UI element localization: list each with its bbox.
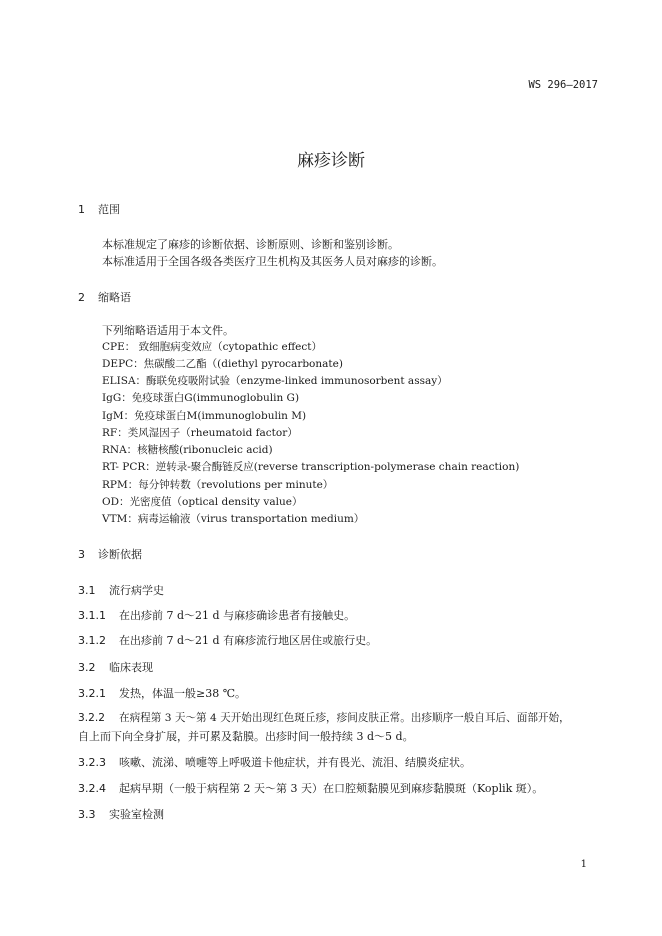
section-number: 1 — [78, 203, 85, 216]
clause-text: 咳嗽、流涕、喷嚏等上呼吸道卡他症状，并有畏光、流泪、结膜炎症状。 — [119, 756, 471, 769]
clause-number: 3.1.1 — [78, 609, 106, 622]
clause-3-2-2-continued: 自上而下向全身扩展，并可累及黏膜。出疹时间一般持续 3 d～5 d。 — [78, 730, 414, 743]
abbreviation-item: DEPC：焦碳酸二乙酯（(diethyl pyrocarbonate) — [102, 358, 343, 370]
paragraph: 下列缩略语适用于本文件。 — [102, 324, 234, 337]
section-title: 范围 — [98, 203, 120, 216]
clause-number: 3.1.2 — [78, 634, 106, 647]
section-number: 3.3 — [78, 808, 96, 821]
abbreviation-item: OD：光密度值（optical density value） — [102, 496, 303, 508]
clause-text: 在出疹前 7 d～21 d 有麻疹流行地区居住或旅行史。 — [119, 634, 378, 647]
clause-3-2-2 — [78, 710, 570, 725]
section-title: 缩略语 — [98, 291, 131, 304]
clause-3-2-4 — [78, 780, 543, 796]
abbreviation-item: RT- PCR：逆转录-聚合酶链反应(reverse transcription-polymerase chain reaction) — [102, 461, 520, 473]
section-number: 3 — [78, 548, 85, 561]
abbreviation-item: IgM：免疫球蛋白M(immunoglobulin M) — [102, 410, 307, 422]
paragraph: 本标准规定了麻疹的诊断依据、诊断原则、诊断和鉴别诊断。 — [102, 238, 399, 251]
clause-3-1-1 — [78, 607, 355, 623]
clause-text: 起病早期（一般于病程第 2 天～第 3 天）在口腔颊黏膜见到麻疹黏膜斑（Koplik 斑）。 — [119, 782, 544, 795]
subsection-3-2-heading — [78, 659, 153, 675]
page-number: 1 — [580, 859, 587, 870]
subsection-3-1-heading — [78, 582, 164, 598]
paragraph: 本标准适用于全国各级各类医疗卫生机构及其医务人员对麻疹的诊断。 — [102, 255, 443, 268]
section-number: 3.2 — [78, 661, 96, 674]
clause-3-2-3 — [78, 754, 471, 770]
abbreviation-item: ELISA：酶联免疫吸附试验（enzyme-linked immunosorbent assay） — [102, 375, 448, 387]
abbreviation-item: RPM：每分钟转数（revolutions per minute） — [102, 479, 334, 491]
section-3-heading — [78, 546, 142, 562]
section-2-heading — [78, 289, 131, 305]
clause-number: 3.2.4 — [78, 782, 106, 795]
standard-code: WS 296—2017 — [528, 79, 598, 91]
abbreviation-item: VTM：病毒运输液（virus transportation medium） — [102, 513, 365, 525]
clause-text: 在病程第 3 天～第 4 天开始出现红色斑丘疹，疹间皮肤正常。出疹顺序一般自耳后、面部开始， — [119, 712, 570, 724]
abbreviation-item: RF：类风湿因子（rheumatoid factor） — [102, 427, 298, 439]
section-title: 流行病学史 — [109, 584, 164, 597]
section-number: 2 — [78, 291, 85, 304]
abbreviation-item: IgG：免疫球蛋白G(immunoglobulin G) — [102, 392, 300, 404]
clause-text: 在出疹前 7 d～21 d 与麻疹确诊患者有接触史。 — [119, 609, 356, 622]
clause-number: 3.2.3 — [78, 756, 106, 769]
abbreviation-item: CPE： 致细胞病变效应（cytopathic effect） — [102, 341, 322, 353]
section-title: 临床表现 — [109, 661, 153, 674]
clause-text: 发热，体温一般≥38 ℃。 — [119, 687, 247, 700]
subsection-3-3-heading — [78, 806, 164, 822]
section-1-heading — [78, 201, 120, 217]
clause-number: 3.2.2 — [78, 712, 105, 724]
clause-number: 3.2.1 — [78, 687, 106, 700]
section-title: 诊断依据 — [98, 548, 142, 561]
clause-3-1-2 — [78, 632, 377, 648]
document-title: 麻疹诊断 — [297, 151, 365, 171]
section-number: 3.1 — [78, 584, 96, 597]
abbreviation-item: RNA：核糖核酸(ribonucleic acid) — [102, 444, 273, 456]
clause-3-2-1 — [78, 685, 246, 701]
section-title: 实验室检测 — [109, 808, 164, 821]
